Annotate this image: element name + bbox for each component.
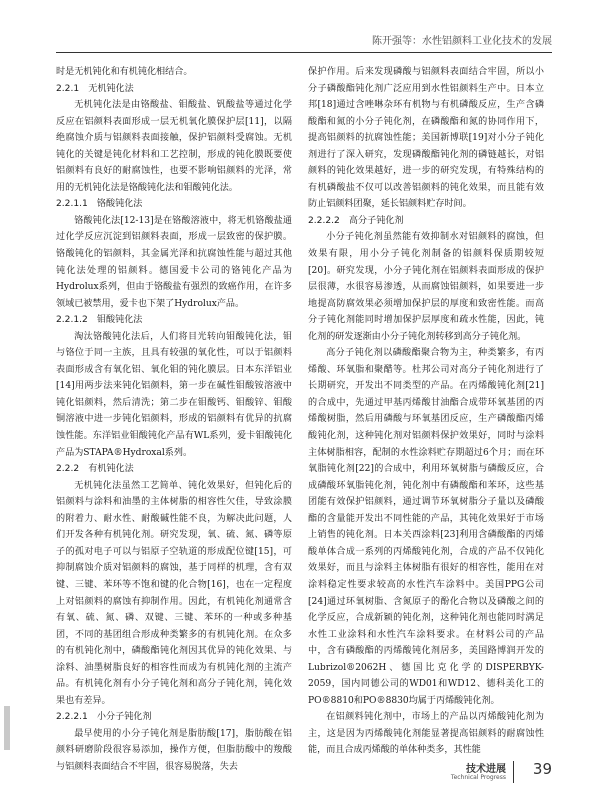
section-title: 无机钝化法 [88, 83, 134, 94]
section-title: 高分子钝化剂 [348, 215, 404, 226]
page-footer [392, 760, 552, 790]
section-title: 小分子钝化剂 [96, 712, 152, 723]
running-title: 陈开强等：水性铝颜料工业化技术的发展 [372, 36, 552, 47]
right-column [308, 64, 544, 759]
journal-section-title: 技术进展 [466, 764, 506, 775]
section-heading [308, 213, 544, 230]
footer-divider [513, 761, 514, 783]
section-heading [56, 81, 292, 98]
section-heading [56, 709, 292, 726]
section-number: 2.2.2 [56, 464, 80, 475]
section-title: 钼酸钝化法 [96, 315, 143, 326]
section-number: 2.2.1.2 [56, 315, 88, 326]
journal-section-title-en: Technical Progress [450, 774, 506, 781]
section-heading [56, 461, 292, 478]
body-paragraph: 淘汰铬酸钝化法后，人们将目光转向钼酸钝化法，钼与铬位于同一主族，且具有较强的氧化性，可以于铝颜料表面形成含有氧化铝、氧化钼的钝化膜层。日本东洋铝业[14]用两步法来钝化铝颜料，第一步在碱性钼酸铵溶液中钝化铝颜料，然后清洗；第二步在钼酸钙、钼酸锌、钼酸铜溶液中进一步钝化铝颜料，形成的铝颜料有优异的抗腐蚀性能。东洋铝业钼酸钝化产品有WL系列，爱卡钼酸钝化产品为STAPA®Hydroxal系列。 [56, 331, 292, 458]
body-paragraph: 高分子钝化剂以磷酸酯聚合物为主，种类繁多，有丙烯酸、环氧脂和聚醋等。杜邦公司对高分子钝化剂进行了长期研究，开发出不同类型的产品。在丙烯酸钝化剂[21]的合成中，先通过甲基丙烯酸甘油酯合成带环氧基团的丙烯酸树脂，然后用磷酸与环氧基团反应，生产磷酸酯丙烯酸钝化剂，这种钝化剂对铝颜料保护效果好，同时与涂料主体树脂相容，配制的水性涂料贮存期超过6个月；而在环氧脂钝化剂[22]的合成中，利用环氧树脂与磷酸反应，合成磷酸环氧脂钝化剂，钝化剂中有磷酸酯和苯环，这些基团能有效保护铝颜料，通过调节环氧树脂分子量以及磷酸酯的含量能开发出不同性能的产品，其钝化效果好于市场上销售的钝化剂。日本关西涂料[23]利用含磷酸酯的丙烯酸单体合成一系列的丙烯酸钝化剂，合成的产品不仅钝化效果好，而且与涂料主体树脂有很好的相容性，能用在对涂料稳定性要求较高的水性汽车涂料中。美国PPG公司[24]通过环氧树脂、含氮原子的酚化合物以及磷酸之间的化学反应，合成新颖的钝化剂，这种钝化剂也能同时满足水性工业涂料和水性汽车涂料要求。在材料公司的产品中，含有磷酸酯的丙烯酸钝化剂居多，美国路博润开发的Lubrizol®2062H、德国比克化学的DISPERBYK-2059，国内同德公司的WD01和WD12、德科美化工的PO®8810和PO®8830均属于丙烯酸钝化剂。 [308, 348, 544, 706]
section-title: 铬酸钝化法 [96, 199, 143, 210]
body-paragraph: 在铝颜料钝化剂中，市场上的产品以丙烯酸钝化剂为主，这是因为丙烯酸钝化剂能显著提高铝颜料的耐腐蚀性能，而且合成丙烯酸的单体种类多，其性能 [308, 712, 544, 756]
page-number: 39 [532, 760, 552, 778]
page-edge-mark [4, 706, 10, 750]
body-paragraph: 铬酸钝化法[12-13]是在铬酸溶液中，将无机铬酸盐通过化学反应沉淀到铝颜料表面，形成一层致密的保护膜。铬酸钝化的铝颜料，其金属光泽和抗腐蚀性能与超过其他钝化法处理的铝颜料。德国爱卡公司的铬钝化产品为Hydrolux系列，但由于铬酸盐有强烈的致癌作用，在许多领域已被禁用，爱卡也下架了Hydrolux产品。 [56, 215, 292, 309]
section-heading [56, 312, 292, 329]
body-paragraph: 无机钝化法是由铬酸盐、钼酸盐、钒酸盐等通过化学反应在铝颜料表面形成一层无机氧化膜保护层[11]，以隔绝腐蚀介质与铝颜料表面接触，保护铝颜料受腐蚀。无机钝化的关键是钝化材料和工艺控制，形成的钝化膜既要使铝颜料有良好的耐腐蚀性，也要不影响铝颜料的光泽，常用的无机钝化法是铬酸钝化法和钼酸钝化法。 [56, 100, 292, 193]
section-number: 2.2.1 [56, 83, 80, 94]
body-paragraph: 最早使用的小分子钝化剂是脂肪酸[17]，脂肪酸在铝颜料研磨阶段很容易添加，操作方便，但脂肪酸中的羧酸与铝颜料表面结合不牢固，很容易脱落，失去 [56, 728, 292, 772]
body-paragraph: 无机钝化法虽然工艺简单、钝化效果好，但钝化后的铝颜料与涂料和油墨的主体树脂的相容性欠佳，导致涂膜的附着力、耐水性、耐酸碱性能不良，为解决此问题，人们开发各种有机钝化剂。研究发现，氧、硫、氮、磷等原子的孤对电子可以与铝原子空轨道的形成配位键[15]，可抑制腐蚀介质对铝颜料的腐蚀，基于同样的机理，含有双键、三键、苯环等不饱和键的化合物[16]，也在一定程度上对铝颜料的腐蚀有抑制作用。因此，有机钝化剂通常含有氧、硫、氮、磷、双键、三键、苯环的一种或多种基团，不同的基团组合形成种类繁多的有机钝化剂。在众多的有机钝化剂中，磷酸酯钝化剂因其优异的钝化效果、与涂料、油墨树脂良好的相容性而成为有机钝化剂的主流产品。有机钝化剂有小分子钝化剂和高分子钝化剂，钝化效果也有差异。 [56, 480, 292, 706]
left-column [56, 64, 292, 776]
section-number: 2.2.1.1 [56, 199, 88, 210]
body-paragraph: 小分子钝化剂虽然能有效抑制水对铝颜料的腐蚀，但效果有限，用小分子钝化剂制备的铝颜料保质期较短[20]。研究发现，小分子钝化剂在铝颜料表面形成的保护层很薄，水很容易渗透，从而腐蚀铝颜料，如果要进一步地提高防腐效果必须增加保护层的厚度和致密性能。而高分子钝化剂能同时增加保护层厚度和疏水性能，因此，钝化剂的研发逐渐由小分子钝化剂转移到高分子钝化剂。 [308, 232, 544, 342]
body-paragraph: 保护作用。后来发现磷酸与铝颜料表面结合牢固，所以小分子磷酸酯钝化剂广泛应用到水性铝颜料生产中。日本立邦[18]通过含唑啉杂环有机物与有机磷酸反应，生产含磷酸酯和氮的小分子钝化剂，在磷酸酯和氮的协同作用下，提高铝颜料的抗腐蚀性能；美国新博联[19]对小分子钝化剂进行了深入研究，发现磷酸酯钝化剂的磷链越长，对铝颜料的钝化效果越好，进一步的研究发现，有特殊结构的有机磷酸盐不仅可以改善铝颜料的钝化效果，而且能有效防止铝颜料团聚，延长铝颜料贮存时间。 [308, 67, 544, 210]
section-number: 2.2.2.1 [56, 712, 88, 723]
section-title: 有机钝化法 [88, 464, 134, 475]
running-header [56, 30, 552, 53]
body-paragraph: 时是无机钝化和有机钝化相结合。 [56, 67, 193, 77]
section-heading [56, 196, 292, 213]
section-number: 2.2.2.2 [308, 215, 340, 226]
